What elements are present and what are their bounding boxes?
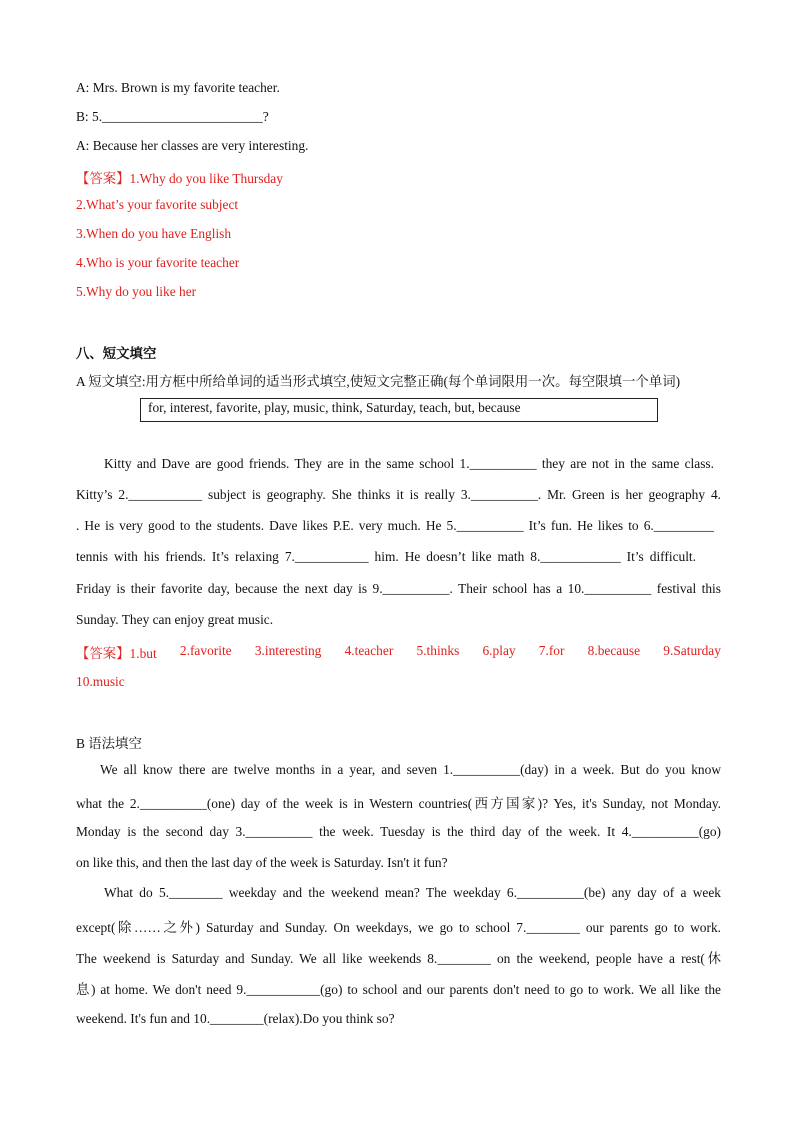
passage-b-line: We all know there are twelve months in a year, and seven 1.__________(day) in a week. But do you know (100, 762, 721, 777)
passage-b-line: Monday is the second day 3.__________ the week. Tuesday is the third day of the week. It 4.__________(go) (76, 824, 721, 839)
passage-b-line: The weekend is Saturday and Sunday. We all like weekends 8.________ on the weekend, people have a rest(休 (76, 951, 721, 966)
passage-b-line: weekend. It's fun and 10.________(relax).Do you think so? (76, 1011, 395, 1026)
passage-b-line: 息) at home. We don't need 9.___________(go) to school and our parents don't need to go to work. We all like the (76, 982, 721, 997)
section-heading: 八、短文填空 (76, 346, 157, 361)
answer-line: 4.Who is your favorite teacher (76, 255, 240, 270)
answers-a-row (76, 643, 721, 662)
answer-item: 5.thinks (416, 643, 460, 658)
answer-line: 2.What’s your favorite subject (76, 197, 239, 212)
word-box-text: for, interest, favorite, play, music, think, Saturday, teach, but, because (148, 400, 521, 415)
passage-a-line: Friday is their favorite day, because the next day is 9.__________. Their school has a 10.__________ festival this (76, 581, 721, 596)
passage-b-line: what the 2.__________(one) day of the week is in Western countries(西方国家)? Yes, it's Sunday, not Monday. (76, 796, 721, 811)
answer-item: 7.for (538, 643, 565, 658)
word-box (140, 398, 658, 422)
answer-item: 9.Saturday (663, 643, 721, 658)
passage-a-line: Kitty’s 2.___________ subject is geography. She thinks it is really 3.__________. Mr. Green is her geography 4. (76, 487, 721, 502)
answer-line: 3.When do you have English (76, 226, 232, 241)
answer-item: 4.teacher (344, 643, 394, 658)
answer-line: 10.music (76, 674, 125, 689)
passage-a-line: tennis with his friends. It’s relaxing 7.___________ him. He doesn’t like math 8.____________ It’s difficult. (76, 549, 696, 564)
answer-item: 【答案】1.but (76, 646, 157, 661)
part-a-instruction: A 短文填空:用方框中所给单词的适当形式填空,使短文完整正确(每个单词限用一次。每空限填一个单词) (76, 374, 681, 389)
answer-item: 2.favorite (179, 643, 232, 658)
answer-line: 【答案】1.Why do you like Thursday (76, 171, 283, 186)
answer-item: 8.because (587, 643, 641, 658)
answer-item: 3.interesting (254, 643, 322, 658)
passage-a-line: Kitty and Dave are good friends. They are in the same school 1.__________ they are not in the same class. (104, 456, 714, 471)
passage-b-line: except(除……之外) Saturday and Sunday. On weekdays, we go to school 7.________ our parents go to work. (76, 920, 721, 935)
passage-b-line: What do 5.________ weekday and the weekend mean? The weekday 6.__________(be) any day of a week (104, 885, 721, 900)
answer-item: 6.play (482, 643, 516, 658)
dialogue-line-a1: A: Mrs. Brown is my favorite teacher. (76, 80, 280, 95)
part-b-title: B 语法填空 (76, 736, 142, 751)
answer-line: 5.Why do you like her (76, 284, 197, 299)
passage-a-line: . He is very good to the students. Dave likes P.E. very much. He 5.__________ It’s fun. He likes to 6._________ (76, 518, 714, 533)
passage-b-line: on like this, and then the last day of the week is Saturday. Isn't it fun? (76, 855, 448, 870)
passage-a-line: Sunday. They can enjoy great music. (76, 612, 274, 627)
dialogue-line-b1: B: 5.________________________? (76, 109, 269, 124)
dialogue-line-a2: A: Because her classes are very interesting. (76, 138, 309, 153)
